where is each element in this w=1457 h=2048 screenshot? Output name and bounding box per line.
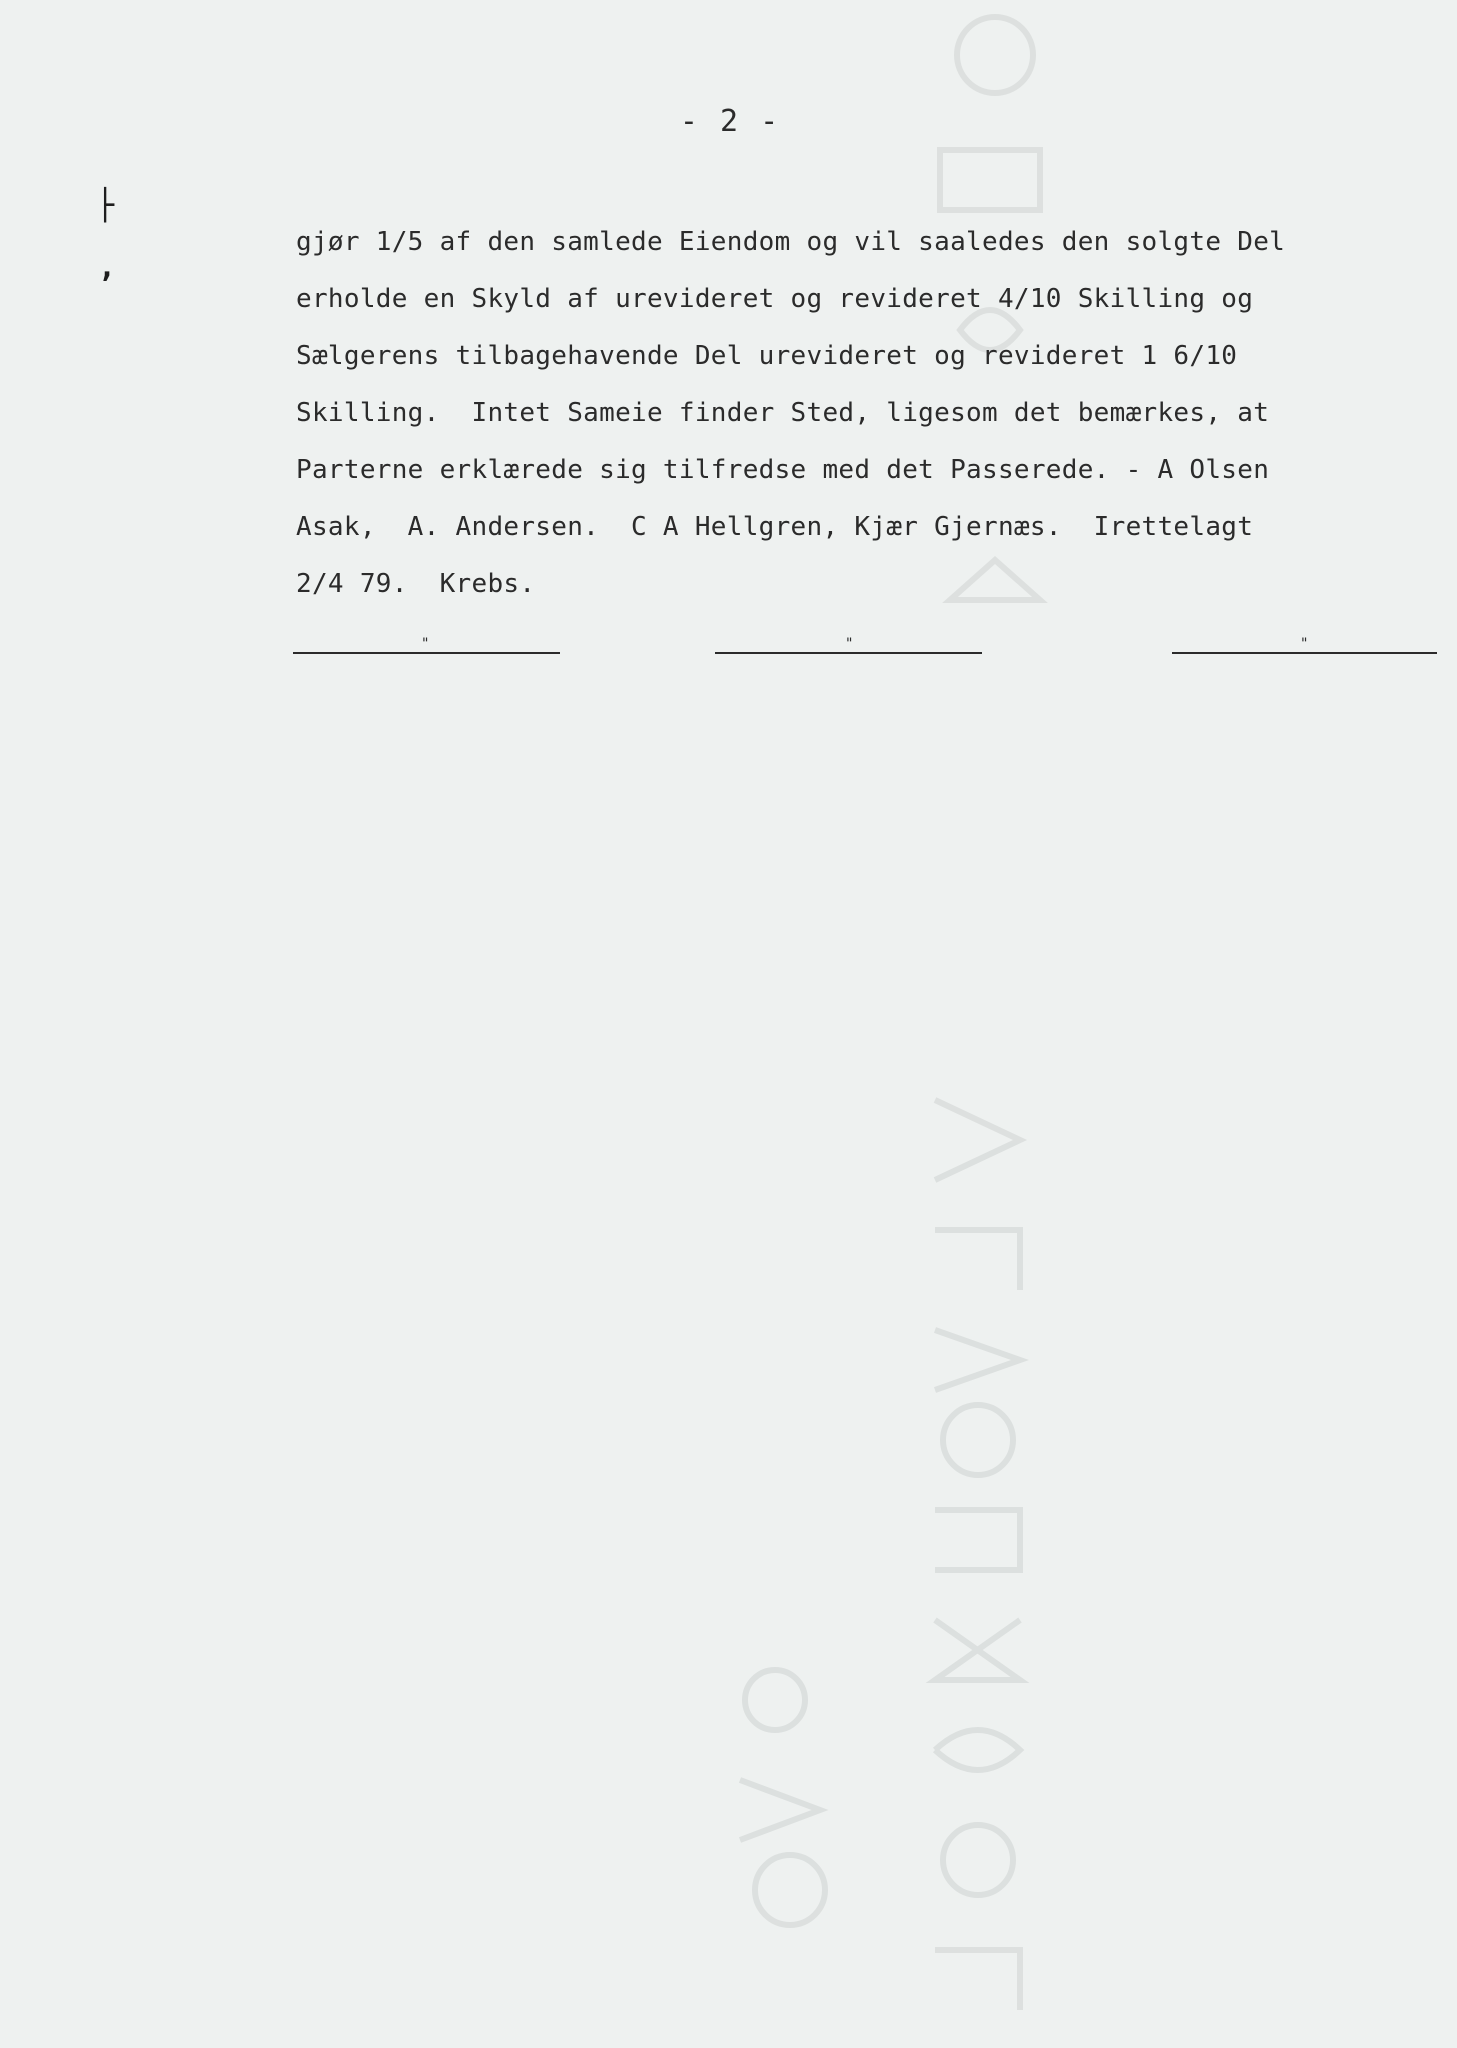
separator-rule-left [293,652,560,654]
separator-mark-right: " [1300,636,1309,652]
text-line: Sælgerens tilbagehavende Del urevideret og revideret 1 6/10 [296,341,1238,371]
separator-mark-left: " [421,636,430,652]
text-line: erholde en Skyld af urevideret og revideret 4/10 Skilling og [296,284,1254,314]
separator-mark-middle: " [845,636,854,652]
page-number: - 2 - [679,104,781,139]
text-line: Asak, A. Andersen. C A Hellgren, Kjær Gjernæs. Irettelagt [296,512,1254,542]
separator-rule-middle [715,652,982,654]
separator-rule-right [1172,652,1437,654]
margin-comma-mark: , [98,250,117,285]
typed-text-block [296,214,1426,613]
text-line: 2/4 79. Krebs. [296,569,536,599]
text-line: gjør 1/5 af den samlede Eiendom og vil saaledes den solgte Del [296,227,1286,257]
text-line: Parterne erklærede sig tilfredse med det Passerede. - A Olsen [296,455,1270,485]
text-line: Skilling. Intet Sameie finder Sted, ligesom det bemærkes, at [296,398,1270,428]
margin-tick-mark: ├ [96,188,115,223]
